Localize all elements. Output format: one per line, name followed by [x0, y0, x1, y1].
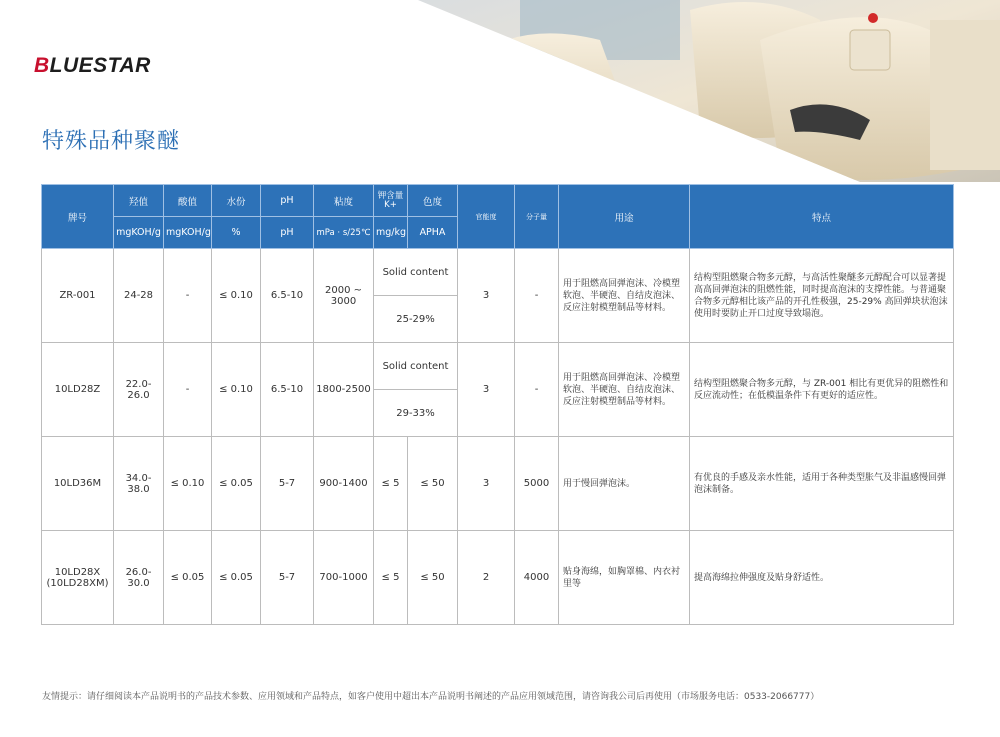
unit-potassium: mg/kg	[374, 217, 408, 249]
brand-alt-name: (10LD28XM)	[46, 577, 109, 589]
cell-ph: 6.5-10	[261, 343, 314, 437]
cell-mw: -	[515, 343, 559, 437]
cell-solid-value: 29-33%	[374, 390, 458, 437]
cell-solid-label: Solid content	[374, 249, 458, 296]
spec-table	[41, 184, 954, 625]
cell-features: 结构型阻燃聚合物多元醇，与 ZR-001 相比有更优异的阻燃性和反应流动性；在低模温条件下有更好的适应性。	[690, 343, 954, 437]
table-row	[42, 249, 954, 296]
cell-water: ≤ 0.10	[212, 249, 261, 343]
cell-water: ≤ 0.05	[212, 437, 261, 531]
col-mw: 分子量	[515, 185, 559, 249]
cell-brand	[42, 531, 114, 625]
cell-ph: 5-7	[261, 437, 314, 531]
table-row	[42, 437, 954, 531]
cell-functionality: 3	[458, 249, 515, 343]
cell-functionality: 2	[458, 531, 515, 625]
cell-usage: 用于阻燃高回弹泡沫、冷模塑软泡、半硬泡、自结皮泡沫、反应注射模塑制品等材料。	[559, 343, 690, 437]
cell-functionality: 3	[458, 437, 515, 531]
cell-brand: ZR-001	[42, 249, 114, 343]
col-usage: 用途	[559, 185, 690, 249]
cell-hydroxyl: 26.0-30.0	[114, 531, 164, 625]
col-brand: 牌号	[42, 185, 114, 249]
unit-ph: pH	[261, 217, 314, 249]
cell-mw: -	[515, 249, 559, 343]
footer-note: 友情提示：请仔细阅读本产品说明书的产品技术参数、应用领域和产品特点，如客户使用中超出本产品说明书阐述的产品应用领域范围，请咨询我公司后再使用（市场服务电话：0533-2066777）	[42, 692, 820, 702]
cell-acid: ≤ 0.10	[164, 437, 212, 531]
cell-potassium: ≤ 5	[374, 437, 408, 531]
cell-features: 提高海绵拉伸强度及贴身舒适性。	[690, 531, 954, 625]
cell-mw: 4000	[515, 531, 559, 625]
col-acid: 酸值	[164, 185, 212, 217]
cell-ph: 5-7	[261, 531, 314, 625]
cell-features: 有优良的手感及亲水性能，适用于各种类型胀气及非温感慢回弹泡沫制备。	[690, 437, 954, 531]
unit-water: %	[212, 217, 261, 249]
unit-hydroxyl: mgKOH/g	[114, 217, 164, 249]
cell-water: ≤ 0.10	[212, 343, 261, 437]
cell-usage: 用于阻燃高回弹泡沫、冷模塑软泡、半硬泡、自结皮泡沫、反应注射模塑制品等材料。	[559, 249, 690, 343]
cell-acid: -	[164, 249, 212, 343]
cell-mw: 5000	[515, 437, 559, 531]
cell-potassium: ≤ 5	[374, 531, 408, 625]
cell-acid: ≤ 0.05	[164, 531, 212, 625]
bluestar-logo: BLUESTAR	[34, 54, 151, 77]
cell-hydroxyl: 34.0-38.0	[114, 437, 164, 531]
cell-viscosity: 1800-2500	[314, 343, 374, 437]
col-color: 色度	[408, 185, 458, 217]
cell-color: ≤ 50	[408, 437, 458, 531]
table-row	[42, 343, 954, 390]
cell-solid-label: Solid content	[374, 343, 458, 390]
col-functionality: 官能度	[458, 185, 515, 249]
page-title: 特殊品种聚醚	[42, 129, 181, 154]
cell-usage: 用于慢回弹泡沫。	[559, 437, 690, 531]
unit-acid: mgKOH/g	[164, 217, 212, 249]
cell-functionality: 3	[458, 343, 515, 437]
unit-viscosity: mPa · s/25℃	[314, 217, 374, 249]
cell-brand: 10LD36M	[42, 437, 114, 531]
cell-viscosity: 700-1000	[314, 531, 374, 625]
cell-usage: 贴身海绵，如胸罩棉、内衣衬里等	[559, 531, 690, 625]
cell-viscosity: 2000 ~ 3000	[314, 249, 374, 343]
cell-hydroxyl: 24-28	[114, 249, 164, 343]
col-ph: pH	[261, 185, 314, 217]
cell-acid: -	[164, 343, 212, 437]
cell-solid-value: 25-29%	[374, 296, 458, 343]
brand-name: 10LD28X	[54, 566, 101, 578]
cell-brand: 10LD28Z	[42, 343, 114, 437]
unit-color: APHA	[408, 217, 458, 249]
cell-viscosity: 900-1400	[314, 437, 374, 531]
col-water: 水份	[212, 185, 261, 217]
col-hydroxyl: 羟值	[114, 185, 164, 217]
col-viscosity: 粘度	[314, 185, 374, 217]
cell-hydroxyl: 22.0-26.0	[114, 343, 164, 437]
cell-color: ≤ 50	[408, 531, 458, 625]
cell-features: 结构型阻燃聚合物多元醇，与高活性聚醚多元醇配合可以显著提高高回弹泡沫的阻燃性能，同时提高泡沫的支撑性能。与普通聚合物多元醇相比该产品的开孔性极强，25-29% 高回弹块状泡沫使用时要防止开口过度导致塌泡。	[690, 249, 954, 343]
car-seat-photo	[0, 0, 1000, 190]
cell-water: ≤ 0.05	[212, 531, 261, 625]
col-potassium: 钾含量 K+	[374, 185, 408, 217]
cell-ph: 6.5-10	[261, 249, 314, 343]
table-row	[42, 531, 954, 625]
col-features: 特点	[690, 185, 954, 249]
